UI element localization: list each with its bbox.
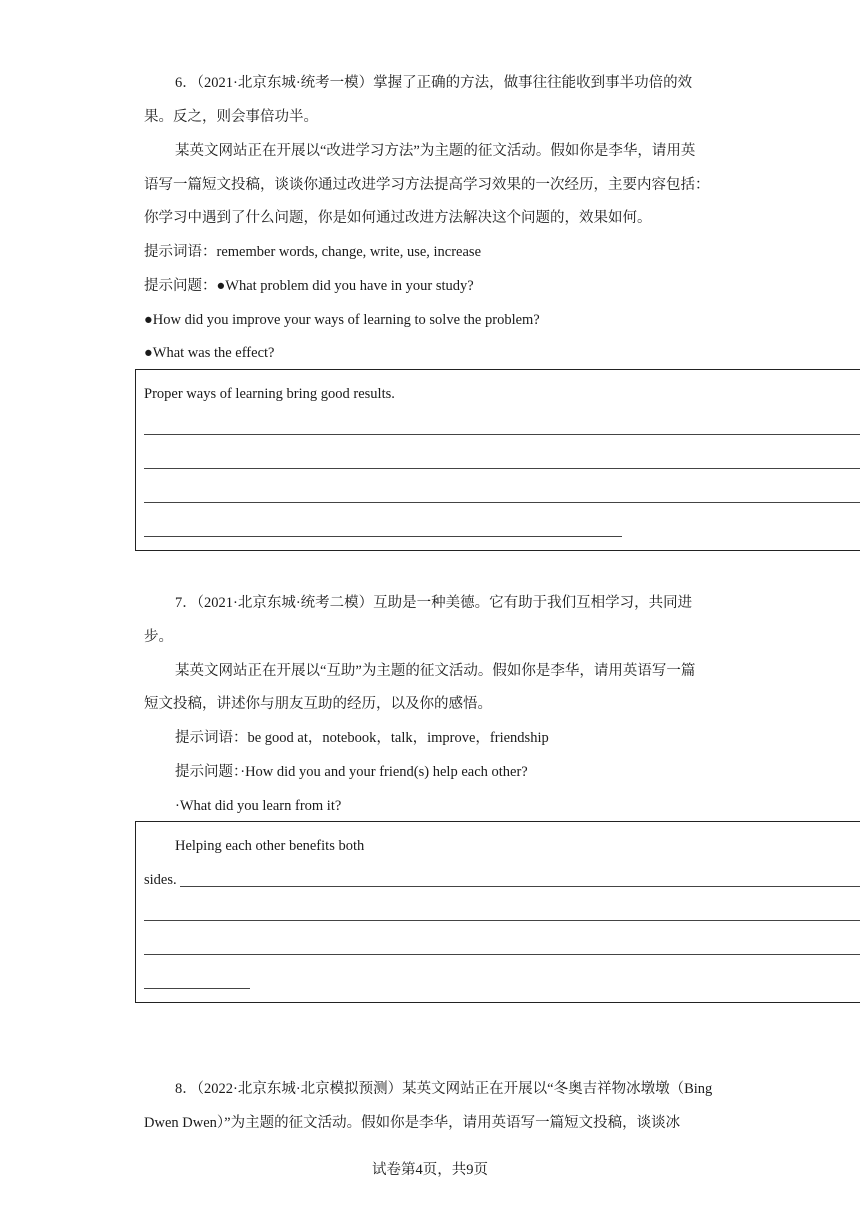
q6-answer-line-2[interactable]: [144, 468, 860, 469]
q6-answer-line-3[interactable]: [144, 502, 860, 503]
q6-hint-words: 提示词语：remember words, change, write, use, increase: [144, 244, 482, 260]
q7-answer-continuation: sides.: [144, 872, 177, 888]
q7-answer-line-4[interactable]: [144, 988, 250, 989]
q7-stem-line2: 步。: [144, 629, 173, 645]
page-footer: 试卷第4页，共9页: [372, 1162, 488, 1178]
q7-hint-words: 提示词语：be good at，notebook，talk，improve，friendship: [175, 730, 549, 746]
q8-stem-line1: 8．（2022·北京东城·北京模拟预测）某英文网站正在开展以“冬奥吉祥物冰墩墩（Bing: [175, 1081, 713, 1097]
q6-hint-question-2: ●How did you improve your ways of learning to solve the problem?: [144, 312, 540, 328]
q7-answer-line-3[interactable]: [144, 954, 860, 955]
q7-answer-start: Helping each other benefits both: [175, 838, 365, 854]
q6-stem-line5: 你学习中遇到了什么问题，你是如何通过改进方法解决这个问题的，效果如何。: [144, 210, 652, 226]
q6-stem-line3: 某英文网站正在开展以“改进学习方法”为主题的征文活动。假如你是李华，请用英: [175, 143, 696, 159]
q7-hint-question-2: ·What did you learn from it?: [175, 798, 342, 814]
q7-answer-line-2[interactable]: [144, 920, 860, 921]
q7-hint-question-1: 提示问题：·How did you and your friend(s) help each other?: [175, 764, 528, 780]
q7-stem-line1: 7．（2021·北京东城·统考二模）互助是一种美德。它有助于我们互相学习，共同进: [175, 595, 693, 611]
q6-answer-line-1[interactable]: [144, 434, 860, 435]
q7-stem-line3: 某英文网站正在开展以“互助”为主题的征文活动。假如你是李华，请用英语写一篇: [175, 663, 696, 679]
q6-stem-line4: 语写一篇短文投稿，谈谈你通过改进学习方法提高学习效果的一次经历，主要内容包括：: [144, 177, 710, 193]
q8-stem-line2: Dwen Dwen）”为主题的征文活动。假如你是李华，请用英语写一篇短文投稿，谈谈冰: [144, 1115, 681, 1131]
q6-hint-question-3: ●What was the effect?: [144, 345, 275, 361]
q6-answer-line-4[interactable]: [144, 536, 622, 537]
q6-hint-question-1: 提示问题：●What problem did you have in your study?: [144, 278, 474, 294]
q6-answer-start: Proper ways of learning bring good results.: [144, 386, 395, 402]
q6-stem-line2: 果。反之，则会事倍功半。: [144, 109, 318, 125]
q7-stem-line4: 短文投稿，讲述你与朋友互助的经历，以及你的感悟。: [144, 696, 492, 712]
q7-answer-line-1[interactable]: [180, 886, 860, 887]
q6-stem-line1: 6．（2021·北京东城·统考一模）掌握了正确的方法，做事往往能收到事半功倍的效: [175, 75, 693, 91]
